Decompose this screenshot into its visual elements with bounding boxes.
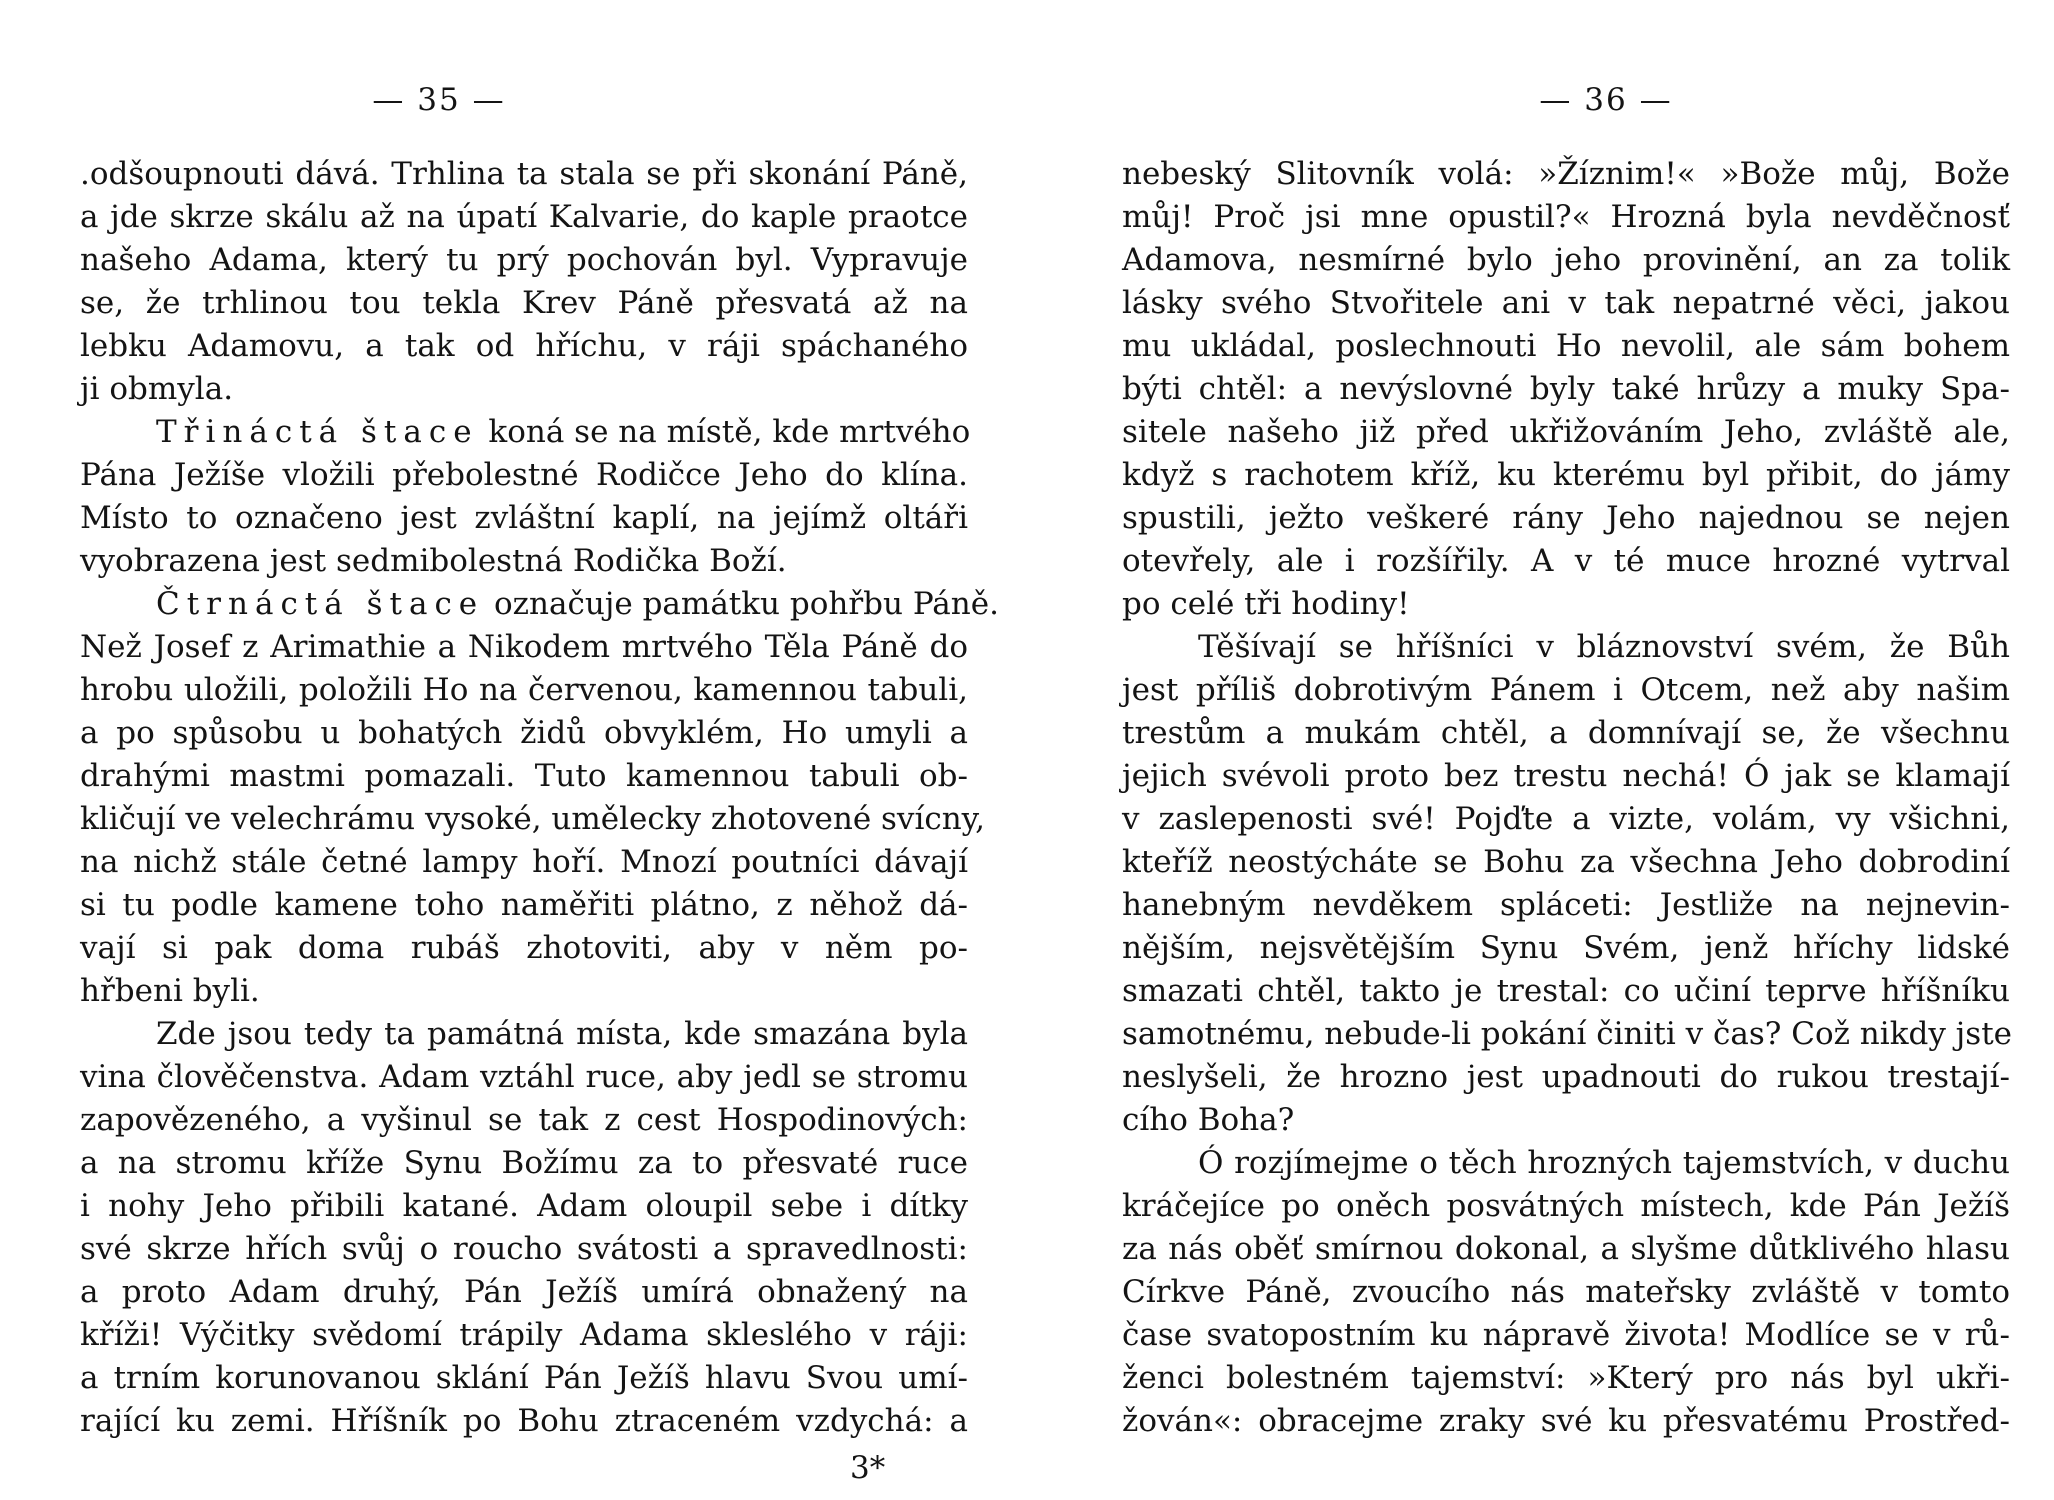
line-text: si tu podle kamene toho naměřiti plátno, z něhož dá- (80, 887, 968, 923)
text-line (80, 626, 968, 669)
line-text: kříži! Výčitky svědomí trápily Adama skleslého v ráji: (80, 1317, 968, 1353)
text-line (1122, 1357, 2010, 1400)
line-text: neslyšeli, že hrozno jest upadnouti do rukou trestají- (1122, 1059, 2010, 1095)
line-text: žován«: obracejme zraky své ku přesvatému Prostřed- (1122, 1403, 2010, 1439)
line-text: drahými mastmi pomazali. Tuto kamennou tabuli ob- (80, 758, 968, 794)
text-line (1122, 282, 2010, 325)
text-line (1122, 1013, 2013, 1056)
line-text: označuje památku pohřbu Páně. (484, 586, 999, 622)
page-number: — 35 — (372, 82, 506, 118)
line-text: za nás oběť smírnou dokonal, a slyšme důtklivého hlasu (1122, 1231, 2010, 1267)
text-line (1122, 540, 2010, 583)
line-text: se, že trhlinou tou tekla Krev Páně přesvatá až na (80, 285, 968, 321)
line-text: Církve Páně, zvoucího nás mateřsky zvláště v tomto (1122, 1274, 2010, 1310)
line-text: ženci bolestném tajemství: »Který pro nás byl ukři- (1122, 1360, 2010, 1396)
text-line (1122, 325, 2010, 368)
text-line (1122, 626, 2010, 669)
text-line (1122, 1056, 2010, 1099)
text-line (1122, 497, 2010, 540)
text-line (80, 1013, 968, 1056)
line-text: hrobu uložili, položili Ho na červenou, kamennou tabuli, (80, 672, 968, 708)
line-text: čase svatopostním ku nápravě života! Modlíce se v rů- (1122, 1317, 2010, 1353)
line-text: vají si pak doma rubáš zhotoviti, aby v něm po- (80, 930, 968, 966)
line-text: Adamova, nesmírné bylo jeho provinění, an za tolik (1122, 242, 2010, 278)
text-line (80, 196, 968, 239)
text-line (80, 1400, 968, 1443)
station-heading: Čtrnáctá štace (156, 586, 485, 622)
line-text: býti chtěl: a nevýslovné byly také hrůzy a muky Spa- (1122, 371, 2010, 407)
text-line (1122, 239, 2010, 282)
text-line (80, 454, 968, 497)
line-text: v zaslepenosti své! Pojďte a vizte, volám, vy všichni, (1122, 801, 2010, 837)
text-line (80, 540, 968, 583)
line-text: rající ku zemi. Hříšník po Bohu ztraceném vzdychá: a (80, 1403, 968, 1439)
line-text: otevřely, ale i rozšířily. A v té muce hrozné vytrval (1122, 543, 2010, 579)
text-line (80, 1228, 968, 1271)
line-text: na nichž stále četné lampy hoří. Mnozí poutníci dávají (80, 844, 968, 880)
line-text: kteříž neostýcháte se Bohu za všechna Jeho dobrodiní (1122, 844, 2010, 880)
text-line (80, 325, 968, 368)
line-text: Ó rozjímejme o těch hrozných tajemstvích, v duchu (1198, 1145, 2010, 1181)
text-line (1122, 1314, 2010, 1357)
text-line (1122, 669, 2010, 712)
line-text: smazati chtěl, takto je trestal: co učiní teprve hříšníku (1122, 973, 2010, 1009)
line-text: kráčejíce po oněch posvátných místech, kde Pán Ježíš (1122, 1188, 2010, 1224)
text-line (80, 884, 968, 927)
page-number: — 36 — (1539, 82, 1673, 118)
text-line (80, 1056, 968, 1099)
text-line (1122, 798, 2010, 841)
line-text: Místo to označeno jest zvláštní kaplí, na jejímž oltáři (80, 500, 968, 536)
line-text: jejich svévoli proto bez trestu nechá! Ó jak se klamají (1122, 758, 2010, 794)
line-text: Než Josef z Arimathie a Nikodem mrtvého Těla Páně do (80, 629, 968, 665)
signature-mark: 3* (850, 1450, 886, 1486)
text-line (1122, 153, 2010, 196)
line-text: můj! Proč jsi mne opustil?« Hrozná byla nevděčnosť (1122, 199, 2010, 235)
text-line (1122, 712, 2010, 755)
text-line (80, 669, 968, 712)
text-line (80, 712, 968, 755)
line-text: sitele našeho již před ukřižováním Jeho, zvláště ale, (1122, 414, 2010, 450)
text-block (80, 153, 999, 1443)
text-line (80, 282, 968, 325)
line-text: a po spůsobu u bohatých židů obvyklém, Ho umyli a (80, 715, 968, 751)
text-line (80, 411, 971, 454)
text-block (1122, 153, 2013, 1443)
line-text: jest příliš dobrotivým Pánem i Otcem, než aby našim (1122, 672, 2010, 708)
text-line (80, 239, 968, 282)
text-line (80, 798, 985, 841)
line-text: i nohy Jeho přibili katané. Adam oloupil sebe i dítky (80, 1188, 968, 1224)
text-line (1122, 884, 2010, 927)
line-text: a jde skrze skálu až na úpatí Kalvarie, do kaple praotce (80, 199, 968, 235)
line-text: a na stromu kříže Synu Božímu za to přesvaté ruce (80, 1145, 968, 1181)
line-text: trestům a mukám chtěl, a domnívají se, že všechnu (1122, 715, 2010, 751)
line-text: .odšoupnouti dává. Trhlina ta stala se při skonání Páně, (80, 156, 968, 192)
text-line (80, 1314, 968, 1357)
line-text: Zde jsou tedy ta památná místa, kde smazána byla (156, 1016, 968, 1052)
line-text: zapovězeného, a vyšinul se tak z cest Hospodinových: (80, 1102, 968, 1138)
text-line (1122, 1099, 2010, 1142)
text-line (1122, 368, 2010, 411)
text-line (80, 927, 968, 970)
text-line (1122, 411, 2010, 454)
line-text: své skrze hřích svůj o roucho svátosti a spravedlnosti: (80, 1231, 968, 1267)
text-line (80, 368, 968, 411)
text-line (1122, 1271, 2010, 1314)
line-text: mu ukládal, poslechnouti Ho nevolil, ale sám bohem (1122, 328, 2010, 364)
text-line (1122, 1400, 2010, 1443)
text-line (1122, 1142, 2010, 1185)
line-text: když s rachotem kříž, ku kterému byl přibit, do jámy (1122, 457, 2010, 493)
text-line (1122, 927, 2010, 970)
text-line (80, 497, 968, 540)
line-text: cího Boha? (1122, 1102, 1295, 1138)
text-line (1122, 1228, 2010, 1271)
text-line (1122, 841, 2010, 884)
text-line (80, 755, 968, 798)
station-heading: Třináctá štace (156, 414, 479, 450)
text-line (1122, 755, 2010, 798)
line-text: koná se na místě, kde mrtvého (478, 414, 971, 450)
text-line (80, 841, 968, 884)
line-text: samotnému, nebude-li pokání činiti v čas? Což nikdy jste (1122, 1016, 2013, 1052)
line-text: spustili, ježto veškeré rány Jeho najednou se nejen (1122, 500, 2010, 536)
line-text: ji obmyla. (80, 371, 234, 407)
text-line (1122, 583, 2010, 626)
text-line (1122, 454, 2010, 497)
text-line (1122, 970, 2010, 1013)
text-line (1122, 1185, 2010, 1228)
line-text: hřbeni byli. (80, 973, 260, 1009)
text-line (80, 1185, 968, 1228)
text-line (80, 1099, 968, 1142)
line-text: hanebným nevděkem spláceti: Jestliže na nejnevin- (1122, 887, 2010, 923)
text-line (80, 1142, 968, 1185)
text-line (80, 1271, 968, 1314)
line-text: lebku Adamovu, a tak od hříchu, v ráji spáchaného (80, 328, 968, 364)
line-text: vyobrazena jest sedmibolestná Rodička Boží. (80, 543, 787, 579)
line-text: vina člověčenstva. Adam vztáhl ruce, aby jedl se stromu (80, 1059, 968, 1095)
text-line (1122, 196, 2010, 239)
text-line (80, 970, 968, 1013)
line-text: a trním korunovanou sklání Pán Ježíš hlavu Svou umí- (80, 1360, 968, 1396)
line-text: našeho Adama, který tu prý pochován byl. Vypravuje (80, 242, 968, 278)
line-text: nebeský Slitovník volá: »Žíznim!« »Bože můj, Bože (1122, 156, 2010, 192)
line-text: nějším, nejsvětějším Synu Svém, jenž hříchy lidské (1122, 930, 2010, 966)
line-text: a proto Adam druhý, Pán Ježíš umírá obnažený na (80, 1274, 968, 1310)
text-line (80, 583, 999, 626)
text-line (80, 1357, 968, 1400)
line-text: Těšívají se hříšníci v bláznovství svém, že Bůh (1198, 629, 2010, 665)
line-text: Pána Ježíše vložili přebolestné Rodičce Jeho do klína. (80, 457, 968, 493)
line-text: kličují ve velechrámu vysoké, umělecky zhotovené svícny, (80, 801, 985, 837)
line-text: po celé tři hodiny! (1122, 586, 1410, 622)
text-line (80, 153, 968, 196)
line-text: lásky svého Stvořitele ani v tak nepatrné věci, jakou (1122, 285, 2010, 321)
